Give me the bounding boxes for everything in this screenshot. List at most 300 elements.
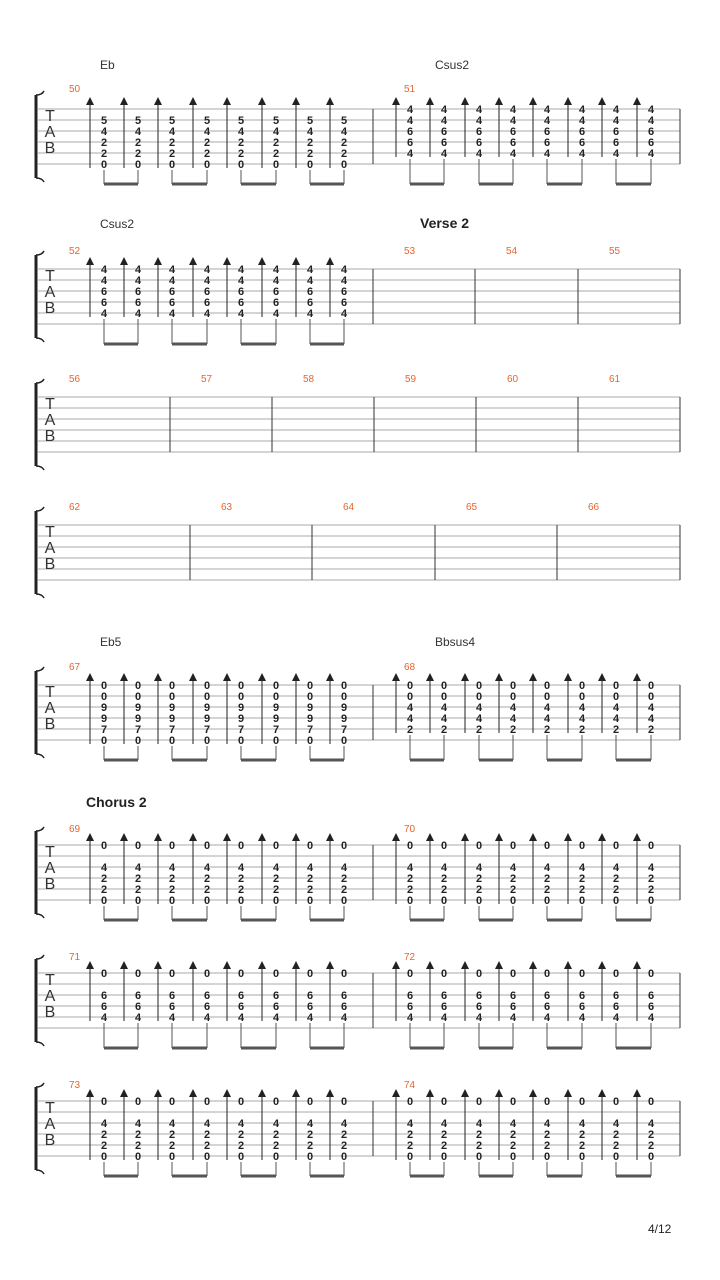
fret-number: 9 [203,713,211,725]
fret-number: 5 [306,115,314,127]
strum-arrowhead [564,673,572,681]
strum-arrowhead [120,833,128,841]
fret-number: 0 [306,159,314,171]
fret-number: 0 [612,691,620,703]
fret-number: 2 [203,884,211,896]
strum-arrowhead [598,1089,606,1097]
fret-number: 0 [647,1096,655,1108]
fret-number: 4 [406,104,414,116]
fret-number: 0 [509,1151,517,1163]
fret-number: 2 [100,884,108,896]
fret-number: 9 [306,702,314,714]
fret-number: 0 [340,680,348,692]
strum-arrowhead [564,97,572,105]
fret-number: 0 [203,159,211,171]
strum-arrowhead [426,673,434,681]
fret-number: 4 [578,713,586,725]
fret-number: 4 [134,1118,142,1130]
fret-number: 4 [272,862,280,874]
strum-arrowhead [633,673,641,681]
fret-number: 6 [134,297,142,309]
strum-arrowhead [189,833,197,841]
fret-number: 0 [475,1096,483,1108]
fret-number: 7 [237,724,245,736]
fret-number: 4 [509,702,517,714]
fret-number: 0 [406,895,414,907]
fret-number: 6 [578,126,586,138]
fret-number: 0 [440,1096,448,1108]
fret-number: 4 [440,148,448,160]
fret-number: 0 [543,680,551,692]
fret-number: 0 [100,1096,108,1108]
fret-number: 4 [272,308,280,320]
fret-number: 6 [237,1001,245,1013]
fret-number: 4 [509,1012,517,1024]
fret-number: 6 [647,990,655,1002]
fret-number: 0 [578,895,586,907]
strum-arrowhead [326,673,334,681]
fret-number: 9 [272,713,280,725]
fret-number: 6 [340,297,348,309]
fret-number: 6 [543,137,551,149]
fret-number: 4 [475,862,483,874]
fret-number: 0 [237,895,245,907]
strum-arrowhead [392,673,400,681]
fret-number: 9 [134,713,142,725]
fret-number: 0 [237,1096,245,1108]
fret-number: 6 [168,1001,176,1013]
fret-number: 0 [203,895,211,907]
fret-number: 2 [509,724,517,736]
fret-number: 5 [168,115,176,127]
fret-number: 4 [340,1118,348,1130]
fret-number: 4 [100,264,108,276]
fret-number: 4 [543,862,551,874]
fret-number: 4 [612,115,620,127]
fret-number: 0 [134,968,142,980]
fret-number: 0 [543,968,551,980]
fret-number: 2 [168,148,176,160]
fret-number: 2 [272,1140,280,1152]
measure-number: 52 [69,246,81,257]
fret-number: 6 [203,1001,211,1013]
fret-number: 0 [406,1151,414,1163]
fret-number: 4 [203,1012,211,1024]
fret-number: 0 [543,691,551,703]
fret-number: 2 [100,1140,108,1152]
fret-number: 2 [406,1129,414,1141]
fret-number: 0 [406,968,414,980]
fret-number: 2 [203,1129,211,1141]
fret-number: 0 [475,968,483,980]
fret-number: 2 [237,884,245,896]
strum-arrowhead [223,257,231,265]
fret-number: 4 [237,308,245,320]
fret-number: 6 [134,1001,142,1013]
fret-number: 4 [440,1012,448,1024]
fret-number: 6 [440,1001,448,1013]
fret-number: 0 [340,895,348,907]
fret-number: 4 [543,104,551,116]
strum-arrowhead [529,97,537,105]
fret-number: 6 [406,137,414,149]
page-number: 4/12 [648,1222,672,1236]
fret-number: 0 [168,840,176,852]
fret-number: 0 [306,680,314,692]
tab-clef-letter: T [45,844,55,861]
fret-number: 4 [100,126,108,138]
strum-arrowhead [326,97,334,105]
fret-number: 0 [237,691,245,703]
fret-number: 9 [237,713,245,725]
tab-clef-letter: A [44,412,56,429]
fret-number: 4 [475,104,483,116]
fret-number: 7 [134,724,142,736]
fret-number: 6 [440,126,448,138]
fret-number: 2 [340,148,348,160]
fret-number: 6 [237,990,245,1002]
fret-number: 9 [100,713,108,725]
strum-arrowhead [292,257,300,265]
fret-number: 6 [612,1001,620,1013]
tab-clef-letter: A [44,124,56,141]
strum-arrowhead [633,97,641,105]
strum-arrowhead [461,97,469,105]
fret-number: 4 [647,702,655,714]
fret-number: 6 [647,126,655,138]
fret-number: 0 [272,840,280,852]
fret-number: 6 [612,137,620,149]
chord-name: Bbsus4 [435,635,476,649]
fret-number: 0 [578,1151,586,1163]
fret-number: 4 [612,862,620,874]
fret-number: 2 [168,1140,176,1152]
fret-number: 4 [340,1012,348,1024]
fret-number: 4 [134,862,142,874]
fret-number: 4 [340,126,348,138]
fret-number: 0 [100,680,108,692]
fret-number: 9 [237,702,245,714]
fret-number: 4 [237,862,245,874]
fret-number: 9 [272,702,280,714]
fret-number: 4 [440,702,448,714]
fret-number: 4 [272,126,280,138]
fret-number: 2 [306,148,314,160]
fret-number: 5 [134,115,142,127]
strum-arrowhead [86,1089,94,1097]
fret-number: 4 [306,275,314,287]
fret-number: 4 [440,713,448,725]
measure-number: 71 [69,952,81,963]
fret-number: 2 [543,1129,551,1141]
fret-number: 4 [306,126,314,138]
fret-number: 4 [647,862,655,874]
fret-number: 2 [612,1129,620,1141]
strum-arrowhead [292,833,300,841]
fret-number: 2 [134,884,142,896]
fret-number: 4 [100,275,108,287]
fret-number: 0 [272,159,280,171]
fret-number: 6 [100,1001,108,1013]
fret-number: 2 [475,884,483,896]
fret-number: 0 [612,680,620,692]
fret-number: 4 [647,115,655,127]
fret-number: 0 [203,840,211,852]
fret-number: 2 [509,1140,517,1152]
fret-number: 4 [100,1012,108,1024]
fret-number: 0 [168,680,176,692]
fret-number: 4 [406,862,414,874]
strum-arrowhead [392,961,400,969]
measure-number: 63 [221,502,233,513]
fret-number: 2 [340,1140,348,1152]
strum-arrowhead [120,673,128,681]
fret-number: 4 [578,104,586,116]
tab-clef-letter: B [44,556,56,573]
fret-number: 0 [440,840,448,852]
fret-number: 2 [509,884,517,896]
fret-number: 6 [340,286,348,298]
fret-number: 0 [475,1151,483,1163]
fret-number: 4 [647,1118,655,1130]
fret-number: 0 [100,159,108,171]
fret-number: 6 [306,1001,314,1013]
fret-number: 7 [168,724,176,736]
fret-number: 2 [475,724,483,736]
fret-number: 7 [272,724,280,736]
fret-number: 0 [203,680,211,692]
fret-number: 4 [509,148,517,160]
fret-number: 0 [168,1096,176,1108]
fret-number: 0 [475,680,483,692]
fret-number: 0 [168,159,176,171]
fret-number: 0 [237,680,245,692]
fret-number: 0 [203,968,211,980]
fret-number: 4 [406,148,414,160]
fret-number: 6 [203,990,211,1002]
fret-number: 4 [612,1118,620,1130]
fret-number: 4 [203,862,211,874]
fret-number: 2 [100,137,108,149]
fret-number: 0 [237,968,245,980]
fret-number: 4 [612,702,620,714]
fret-number: 4 [578,862,586,874]
fret-number: 2 [578,884,586,896]
fret-number: 0 [406,1096,414,1108]
fret-number: 0 [134,1151,142,1163]
strum-arrowhead [292,673,300,681]
fret-number: 0 [578,680,586,692]
fret-number: 2 [272,884,280,896]
fret-number: 6 [578,137,586,149]
fret-number: 2 [578,1140,586,1152]
strum-arrowhead [326,1089,334,1097]
tab-clef-letter: B [44,1004,56,1021]
fret-number: 6 [237,297,245,309]
fret-number: 6 [406,1001,414,1013]
fret-number: 2 [543,884,551,896]
fret-number: 4 [543,148,551,160]
fret-number: 0 [440,691,448,703]
strum-arrowhead [426,961,434,969]
fret-number: 0 [134,691,142,703]
fret-number: 4 [168,1118,176,1130]
strum-arrowhead [326,257,334,265]
fret-number: 0 [168,735,176,747]
fret-number: 0 [340,691,348,703]
fret-number: 2 [509,1129,517,1141]
strum-arrowhead [326,833,334,841]
fret-number: 4 [578,1118,586,1130]
fret-number: 6 [203,297,211,309]
measure-number: 60 [507,374,519,385]
tab-clef-letter: T [45,524,55,541]
strum-arrowhead [154,257,162,265]
fret-number: 6 [543,1001,551,1013]
fret-number: 2 [134,1140,142,1152]
strum-arrowhead [292,961,300,969]
fret-number: 2 [340,873,348,885]
fret-number: 0 [475,840,483,852]
fret-number: 2 [340,137,348,149]
measure-number: 62 [69,502,81,513]
fret-number: 4 [475,1012,483,1024]
fret-number: 0 [340,840,348,852]
fret-number: 7 [100,724,108,736]
fret-number: 4 [168,1012,176,1024]
fret-number: 4 [647,104,655,116]
strum-arrowhead [495,97,503,105]
fret-number: 2 [509,873,517,885]
fret-number: 2 [237,137,245,149]
fret-number: 2 [612,873,620,885]
strum-arrowhead [598,97,606,105]
section-heading: Verse 2 [420,215,470,231]
strum-arrowhead [495,673,503,681]
strum-arrowhead [564,961,572,969]
fret-number: 2 [543,1140,551,1152]
measure-number: 64 [343,502,355,513]
fret-number: 0 [475,691,483,703]
fret-number: 4 [203,1118,211,1130]
fret-number: 2 [168,137,176,149]
strum-arrowhead [292,1089,300,1097]
fret-number: 6 [100,286,108,298]
fret-number: 4 [612,713,620,725]
fret-number: 0 [168,1151,176,1163]
fret-number: 0 [134,735,142,747]
fret-number: 0 [100,1151,108,1163]
tab-clef-letter: T [45,1100,55,1117]
fret-number: 4 [134,264,142,276]
fret-number: 2 [647,1129,655,1141]
fret-number: 2 [578,873,586,885]
strum-arrowhead [154,673,162,681]
fret-number: 0 [475,895,483,907]
fret-number: 4 [100,862,108,874]
fret-number: 5 [100,115,108,127]
strum-arrowhead [392,97,400,105]
fret-number: 0 [509,895,517,907]
fret-number: 2 [543,873,551,885]
fret-number: 0 [168,968,176,980]
fret-number: 6 [306,286,314,298]
fret-number: 4 [647,148,655,160]
fret-number: 2 [647,724,655,736]
fret-number: 9 [134,702,142,714]
fret-number: 0 [272,1151,280,1163]
fret-number: 4 [203,275,211,287]
strum-arrowhead [189,673,197,681]
fret-number: 0 [440,895,448,907]
measure-number: 50 [69,84,81,95]
strum-arrowhead [223,833,231,841]
measure-number: 68 [404,662,416,673]
fret-number: 0 [612,968,620,980]
strum-arrowhead [426,833,434,841]
fret-number: 2 [340,1129,348,1141]
fret-number: 4 [543,713,551,725]
fret-number: 9 [340,702,348,714]
strum-arrowhead [120,961,128,969]
fret-number: 5 [272,115,280,127]
fret-number: 0 [100,895,108,907]
fret-number: 4 [168,862,176,874]
tab-clef-letter: A [44,1116,56,1133]
fret-number: 4 [340,275,348,287]
fret-number: 0 [306,895,314,907]
fret-number: 4 [100,1118,108,1130]
measure-number: 61 [609,374,621,385]
fret-number: 2 [100,148,108,160]
fret-number: 4 [306,308,314,320]
fret-number: 5 [340,115,348,127]
strum-arrowhead [633,1089,641,1097]
fret-number: 0 [272,691,280,703]
fret-number: 0 [100,735,108,747]
strum-arrowhead [495,961,503,969]
fret-number: 2 [203,148,211,160]
strum-arrowhead [495,833,503,841]
strum-arrowhead [120,1089,128,1097]
fret-number: 4 [543,1118,551,1130]
fret-number: 0 [647,680,655,692]
fret-number: 0 [134,1096,142,1108]
fret-number: 0 [168,691,176,703]
fret-number: 4 [509,713,517,725]
fret-number: 0 [134,680,142,692]
fret-number: 4 [578,148,586,160]
fret-number: 9 [340,713,348,725]
fret-number: 6 [578,990,586,1002]
fret-number: 6 [440,990,448,1002]
strum-arrowhead [258,961,266,969]
fret-number: 6 [612,126,620,138]
strum-arrowhead [258,257,266,265]
fret-number: 0 [612,1096,620,1108]
fret-number: 2 [168,1129,176,1141]
fret-number: 4 [509,862,517,874]
fret-number: 6 [509,1001,517,1013]
fret-number: 2 [272,1129,280,1141]
strum-arrowhead [598,833,606,841]
strum-arrowhead [258,97,266,105]
fret-number: 2 [306,137,314,149]
fret-number: 2 [612,724,620,736]
fret-number: 0 [272,1096,280,1108]
tab-clef-letter: B [44,1132,56,1149]
fret-number: 0 [509,1096,517,1108]
